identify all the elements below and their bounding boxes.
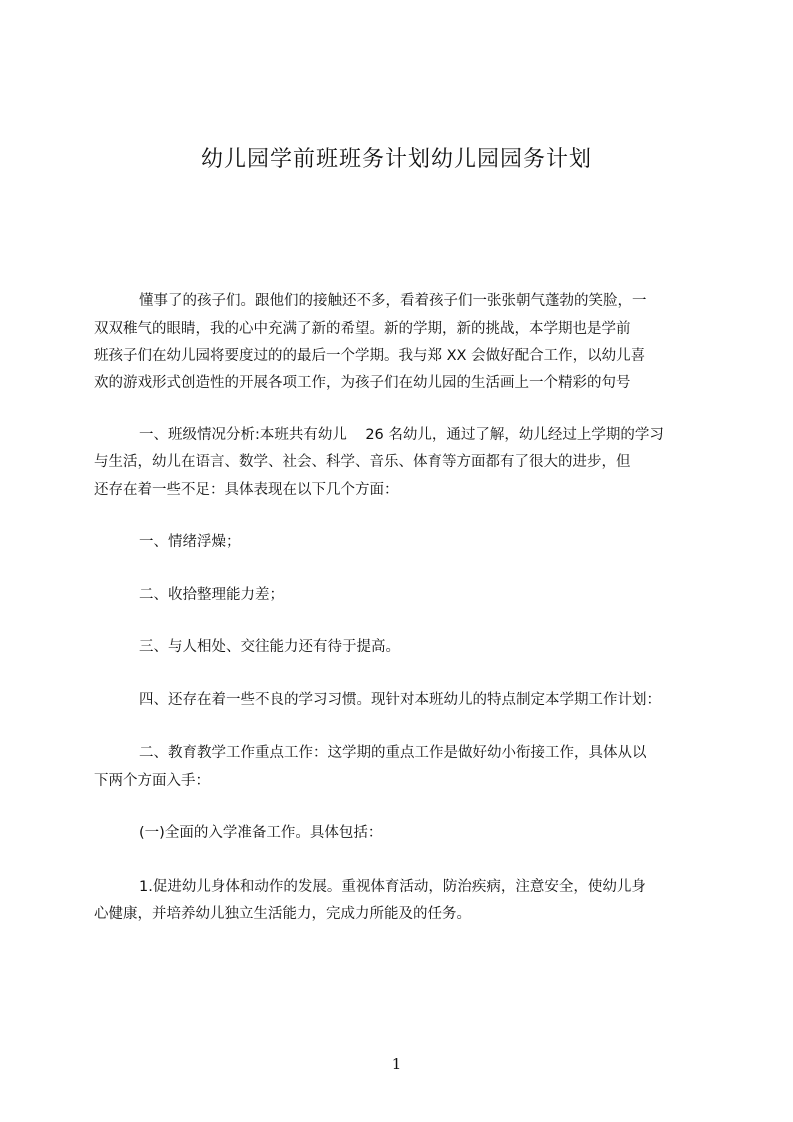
issue-item: 三、与人相处、交往能力还有待于提高。 [139, 639, 400, 655]
issue-item: 四、还存在着一些不良的学习习惯。现针对本班幼儿的特点制定本学期工作计划： [139, 692, 661, 708]
paragraph-line: 一、班级情况分析:本班共有幼儿 26 名幼儿，通过了解，幼儿经过上学期的学习 [139, 427, 664, 443]
paragraph-line: 懂事了的孩子们。跟他们的接触还不多，看着孩子们一张张朝气蓬勃的笑脸，一 [139, 293, 647, 309]
paragraph-line: 心健康，并培养幼儿独立生活能力，完成力所能及的任务。 [94, 906, 471, 922]
paragraph-line: 二、教育教学工作重点工作：这学期的重点工作是做好幼小衔接工作，具体从以 [139, 745, 647, 761]
paragraph-line: 欢的游戏形式创造性的开展各项工作，为孩子们在幼儿园的生活画上一个精彩的句号 [94, 375, 631, 391]
paragraph-line: 班孩子们在幼儿园将要度过的的最后一个学期。我与郑 XX 会做好配合工作，以幼儿喜 [94, 348, 646, 364]
paragraph-line: 下两个方面入手： [94, 773, 210, 789]
paragraph-line: 双双稚气的眼睛，我的心中充满了新的希望。新的学期，新的挑战，本学期也是学前 [94, 321, 631, 337]
issue-item: 一、情绪浮燥； [139, 534, 241, 550]
page-number: 1 [391, 1055, 402, 1073]
issue-item: 二、收拾整理能力差； [139, 587, 284, 603]
section-heading: (一)全面的入学准备工作。具体包括： [139, 825, 383, 841]
paragraph-line: 还存在着一些不足：具体表现在以下几个方面： [94, 482, 399, 498]
document-title: 幼儿园学前班班务计划幼儿园园务计划 [200, 147, 592, 172]
paragraph-line: 1.促进幼儿身体和动作的发展。重视体育活动，防治疾病，注意安全，使幼儿身 [139, 879, 646, 895]
paragraph-line: 与生活，幼儿在语言、数学、社会、科学、音乐、体育等方面都有了很大的进步，但 [94, 454, 631, 470]
